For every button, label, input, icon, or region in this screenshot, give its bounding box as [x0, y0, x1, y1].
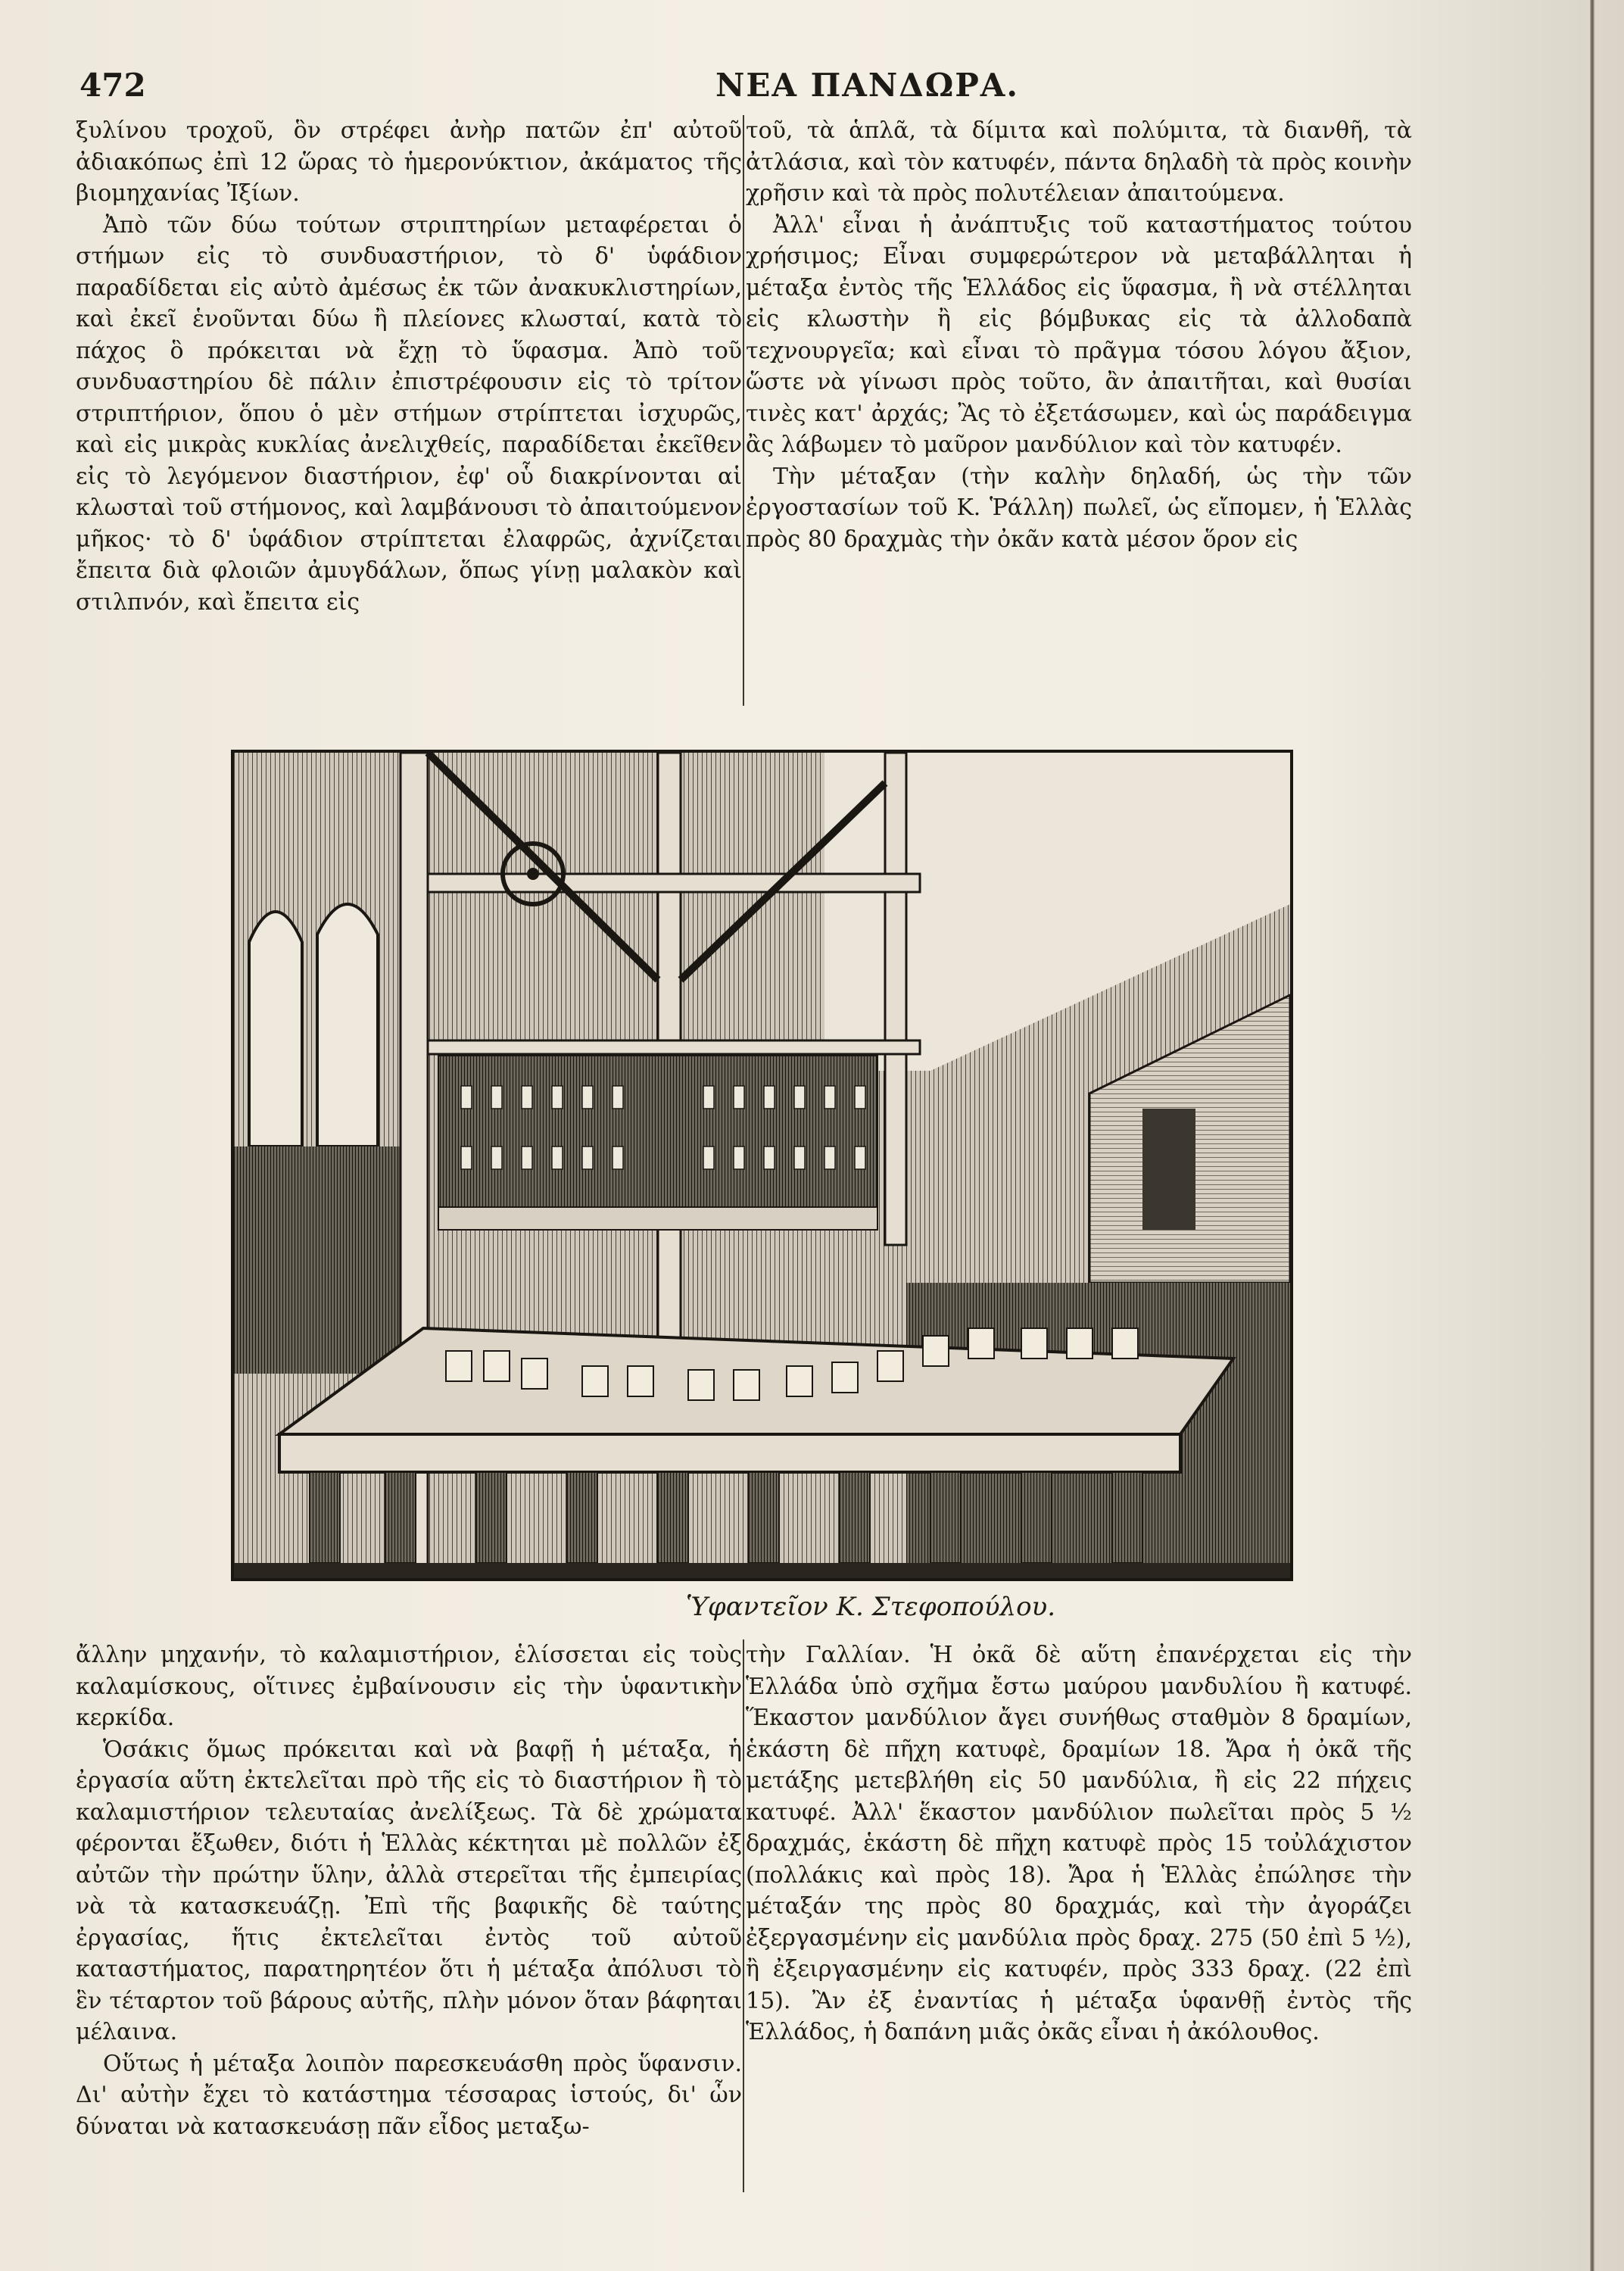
column-top-left — [76, 115, 742, 618]
paragraph: τοῦ, τὰ ἁπλᾶ, τὰ δίμιτα καὶ πολύμιτα, τὰ διανθῆ, τὰ ἀτλάσια, καὶ τὸν κατυφέν, πάντα δηλαδὴ τὰ πρὸς κοινὴν χρῆσιν καὶ τὰ πρὸς πολυτέλειαν ἀπαιτούμενα. — [746, 117, 1412, 207]
factory-illustration — [234, 753, 1290, 1578]
paragraph: ξυλίνου τροχοῦ, ὃν στρέφει ἀνὴρ πατῶν ἐπ' αὐτοῦ ἀδιακόπως ἐπὶ 12 ὥρας τὸ ἡμερονύκτιον, ἀκάματος τῆς βιομηχανίας Ἰξίων. — [76, 117, 742, 207]
paragraph: Ὁσάκις ὅμως πρόκειται καὶ νὰ βαφῇ ἡ μέταξα, ἡ ἐργασία αὕτη ἐκτελεῖται πρὸ τῆς εἰς τὸ διαστήριον ἢ τὸ καλαμιστήριον τελευταίας ἀνελίξεως. Τὰ δὲ χρώματα φέρονται ἔξωθεν, διότι ἡ Ἑλλὰς κέκτηται μὲ πολλῶν ἐξ αὐτῶν τὴν πρώτην ὕλην, ἀλλὰ στερεῖται τῆς ἐμπειρίας νὰ τὰ κατασκευάζῃ. Ἐπὶ τῆς βαφικῆς δὲ ταύτης ἐργασίας, ἥτις ἐκτελεῖται ἐντὸς τοῦ αὐτοῦ καταστήματος, παρατηρητέον ὅτι ἡ μέταξα ἀπόλυσι τὸ ἓν τέταρτον τοῦ βάρους αὐτῆς, πλὴν μόνον ὅταν βάφηται μέλαινα. — [76, 1736, 742, 2045]
paragraph: τὴν Γαλλίαν. Ἡ ὀκᾶ δὲ αὕτη ἐπανέρχεται εἰς τὴν Ἑλλάδα ὑπὸ σχῆμα ἔστω μαύρου μανδυλίου ἢ κατυφέ. Ἕκαστον μανδύλιον ἄγει συνήθως σταθμὸν 8 δραμίων, ἑκάστη δὲ πῆχη κατυφὲ, δραμίων 18. Ἄρα ἡ ὀκᾶ τῆς μετάξης μετεβλήθη εἰς 50 μανδύλια, ἢ εἰς 22 πήχεις κατυφέ. Ἀλλ' ἕκαστον μανδύλιον πωλεῖται πρὸς 5 ½ δραχμάς, ἑκάστη δὲ πῆχη κατυφὲ πρὸς 15 τοὐλάχιστον (πολλάκις καὶ πρὸς 18). Ἄρα ἡ Ἑλλὰς ἐπώλησε τὴν μέταξάν της πρὸς 80 δραχμάς, καὶ τὴν ἀγοράζει ἐξεργασμένην εἰς μανδύλια πρὸς δραχ. 275 (50 ἐπὶ 5 ½), ἢ ἐξειργασμένην εἰς κατυφέν, πρὸς 333 δραχ. (22 ἐπὶ 15). Ἂν ἐξ ἐναντίας ἡ μέταξα ὑφανθῇ ἐντὸς τῆς Ἑλλάδος, ἡ δαπάνη μιᾶς ὀκᾶς εἶναι ἡ ἀκόλουθος. — [746, 1642, 1412, 2045]
paragraph: ἄλλην μηχανήν, τὸ καλαμιστήριον, ἑλίσσεται εἰς τοὺς καλαμίσκους, οἵτινες ἐμβαίνουσιν εἰς τὴν ὑφαντικὴν κερκίδα. — [76, 1642, 742, 1731]
column-divider-bottom — [743, 1639, 744, 2192]
binding-edge — [1590, 0, 1594, 2271]
paragraph: Οὕτως ἡ μέταξα λοιπὸν παρεσκευάσθη πρὸς ὕφανσιν. Δι' αὐτὴν ἔχει τὸ κατάστημα τέσσαρας ἱστούς, δι' ὧν δύναται νὰ κατασκευάσῃ πᾶν εἶδος μεταξω- — [76, 2050, 742, 2140]
column-top-right — [746, 115, 1412, 555]
page-number: 472 — [79, 67, 146, 104]
column-bottom-right — [746, 1639, 1412, 2048]
paragraph: Ἀλλ' εἶναι ἡ ἀνάπτυξις τοῦ καταστήματος τούτου χρήσιμος; Εἶναι συμφερώτερον νὰ μεταβάλληται ἡ μέταξα ἐντὸς τῆς Ἑλλάδος εἰς ὕφασμα, ἢ νὰ στέλληται εἰς κλωστὴν ἢ εἰς βόμβυκας εἰς τὰ ἀλλοδαπὰ τεχνουργεῖα; καὶ εἶναι τὸ πρᾶγμα τόσου λόγου ἄξιον, ὥστε νὰ γίνωσι πρὸς τοῦτο, ἂν ἀπαιτῆται, καὶ θυσίαι τινὲς κατ' ἀρχάς; Ἂς τὸ ἐξετάσωμεν, καὶ ὡς παράδειγμα ἂς λάβωμεν τὸ μαῦρον μανδύλιον καὶ τὸν κατυφέν. — [746, 211, 1412, 458]
figure-caption: Ὑφαντεῖον Κ. Στεφοπούλου. — [685, 1592, 1056, 1622]
paragraph: Ἀπὸ τῶν δύω τούτων στριπτηρίων μεταφέρεται ὁ στήμων εἰς τὸ συνδυαστήριον, τὸ δ' ὑφάδιον παραδίδεται εἰς αὐτὸ ἀμέσως ἐκ τῶν ἀνακυκλιστηρίων, καὶ ἐκεῖ ἑνοῦνται δύω ἢ πλείονες κλωσταί, κατὰ τὸ πάχος ὃ πρόκειται νὰ ἔχῃ τὸ ὕφασμα. Ἀπὸ τοῦ συνδυαστηρίου δὲ πάλιν ἐπιστρέφουσιν εἰς τὸ τρίτον στριπτήριον, ὅπου ὁ μὲν στήμων στρίπτεται ἰσχυρῶς, καὶ εἰς μικρὰς κυκλίας ἀνελιχθείς, παραδίδεται ἐκεῖθεν εἰς τὸ λεγόμενον διαστήριον, ἐφ' οὗ διακρίνονται αἱ κλωσταὶ τοῦ στήμονος, καὶ λαμβάνουσι τὸ ἀπαιτούμενον μῆκος· τὸ δ' ὑφάδιον στρίπτεται ἐλαφρῶς, ἀχνίζεται ἔπειτα διὰ φλοιῶν ἀμυγδάλων, ὅπως γίνῃ μαλακὸν καὶ στιλπνόν, καὶ ἔπειτα εἰς — [76, 211, 742, 616]
page-header — [72, 67, 1510, 112]
paragraph: Τὴν μέταξαν (τὴν καλὴν δηλαδή, ὡς τὴν τῶν ἐργοστασίων τοῦ Κ. Ῥάλλη) πωλεῖ, ὡς εἴπομεν, ἡ Ἑλλὰς πρὸς 80 δραχμὰς τὴν ὀκᾶν κατὰ μέσον ὅρον εἰς — [746, 463, 1412, 553]
engraving-silk-factory — [231, 750, 1293, 1581]
column-divider-top — [743, 115, 744, 706]
column-bottom-left — [76, 1639, 742, 2142]
running-head: ΝΕΑ ΠΑΝΔΩΡΑ. — [715, 67, 1020, 104]
